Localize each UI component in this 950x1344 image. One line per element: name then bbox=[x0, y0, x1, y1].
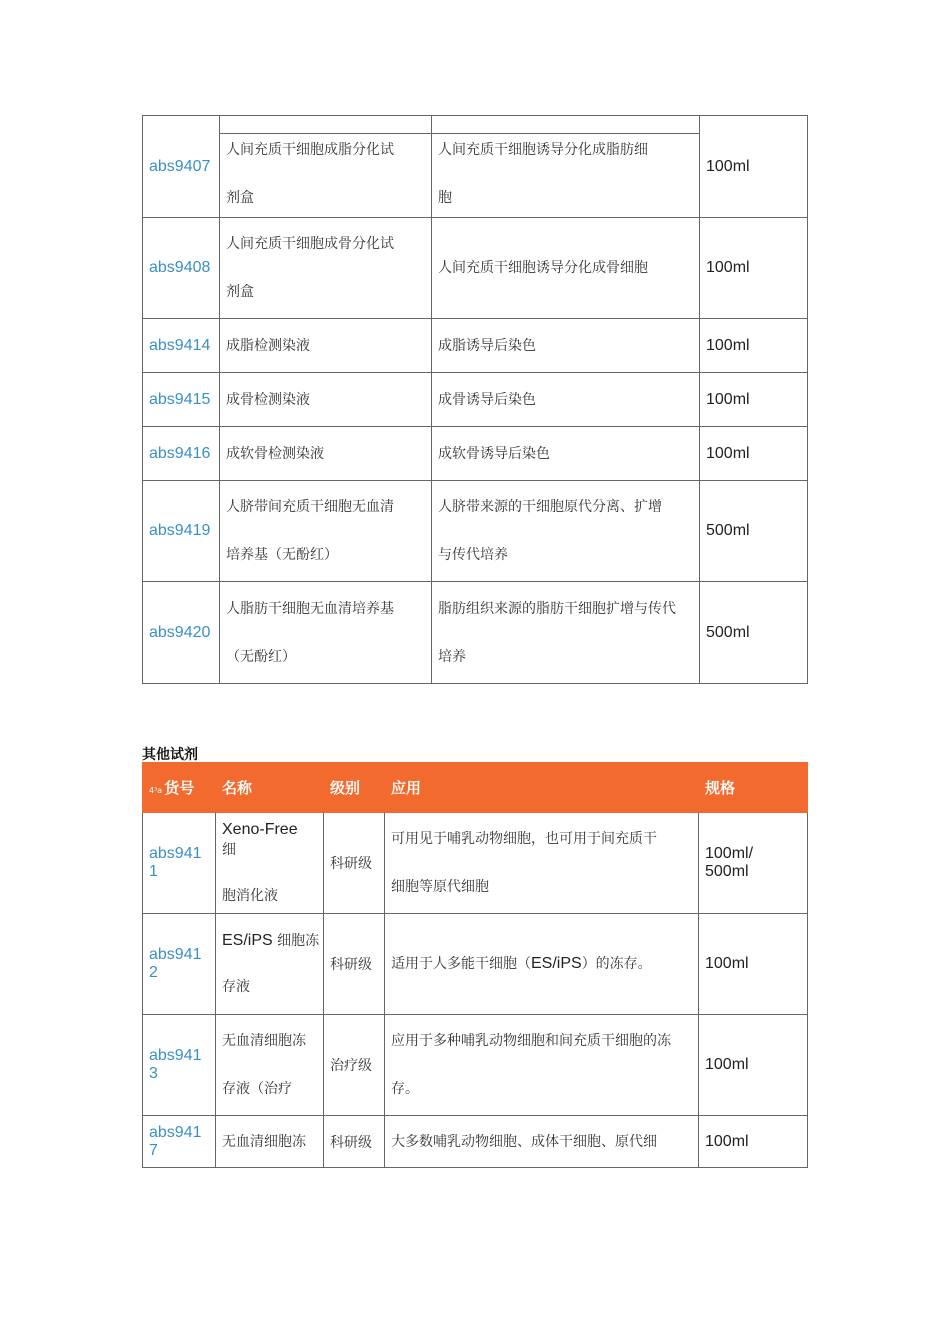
product-name: 人脐带间充质干细胞无血清 培养基（无酚红） bbox=[220, 481, 432, 582]
product-name: 无血清细胞冻 bbox=[216, 1116, 324, 1168]
product-name: 无血清细胞冻 存液（治疗 bbox=[216, 1015, 324, 1116]
product-spec: 100ml bbox=[700, 319, 808, 373]
product-name: 成骨检测染液 bbox=[220, 373, 432, 427]
product-application: 成骨诱导后染色 bbox=[432, 373, 700, 427]
product-name: 成软骨检测染液 bbox=[220, 427, 432, 481]
product-code[interactable]: abs941 2 bbox=[143, 914, 216, 1015]
product-name: 人间充质干细胞成脂分化试 剂盒 bbox=[220, 116, 432, 218]
header-spec: 规格 bbox=[699, 763, 808, 813]
product-spec: 100ml bbox=[699, 1116, 808, 1168]
table-row bbox=[143, 582, 808, 684]
product-name: 人间充质干细胞成骨分化试 剂盒 bbox=[220, 218, 432, 319]
product-grade: 科研级 bbox=[324, 914, 385, 1015]
product-spec: 500ml bbox=[700, 582, 808, 684]
product-application: 人脐带来源的干细胞原代分离、扩增 与传代培养 bbox=[432, 481, 700, 582]
product-application: 可用见于哺乳动物细胞，也可用于间充质干 细胞等原代细胞 bbox=[385, 813, 699, 914]
product-code[interactable]: abs9407 bbox=[143, 116, 220, 218]
product-grade: 科研级 bbox=[324, 1116, 385, 1168]
table-row bbox=[143, 914, 808, 1015]
table-row bbox=[143, 116, 808, 218]
product-code[interactable]: abs9414 bbox=[143, 319, 220, 373]
header-application: 应用 bbox=[385, 763, 699, 813]
product-spec: 100ml bbox=[700, 373, 808, 427]
header-grade: 级别 bbox=[324, 763, 385, 813]
table-row bbox=[143, 319, 808, 373]
product-spec: 100ml bbox=[700, 116, 808, 218]
header-name: 名称 bbox=[216, 763, 324, 813]
product-grade: 治疗级 bbox=[324, 1015, 385, 1116]
other-reagents-table bbox=[142, 762, 808, 1168]
table-row bbox=[143, 481, 808, 582]
product-name: Xeno-Free 细 胞消化液 bbox=[216, 813, 324, 914]
product-application: 应用于多种哺乳动物细胞和间充质干细胞的冻 存。 bbox=[385, 1015, 699, 1116]
product-application: 大多数哺乳动物细胞、成体干细胞、原代细 bbox=[385, 1116, 699, 1168]
product-spec: 100ml/ 500ml bbox=[699, 813, 808, 914]
product-application: 脂肪组织来源的脂肪干细胞扩增与传代 培养 bbox=[432, 582, 700, 684]
header-code: 4³a 货号 bbox=[143, 763, 216, 813]
product-code[interactable]: abs941 3 bbox=[143, 1015, 216, 1116]
product-spec: 100ml bbox=[700, 427, 808, 481]
table-row bbox=[143, 1116, 808, 1168]
product-code[interactable]: abs9415 bbox=[143, 373, 220, 427]
product-name: 成脂检测染液 bbox=[220, 319, 432, 373]
product-spec: 100ml bbox=[699, 1015, 808, 1116]
product-code[interactable]: abs9419 bbox=[143, 481, 220, 582]
stem-cell-products-table bbox=[142, 115, 808, 684]
product-application: 适用于人多能干细胞（ES/iPS）的冻存。 bbox=[385, 914, 699, 1015]
table-row bbox=[143, 813, 808, 914]
product-application: 成脂诱导后染色 bbox=[432, 319, 700, 373]
table-row bbox=[143, 218, 808, 319]
product-code[interactable]: abs941 1 bbox=[143, 813, 216, 914]
table-header-row bbox=[143, 763, 808, 813]
product-code[interactable]: abs941 7 bbox=[143, 1116, 216, 1168]
product-application: 人间充质干细胞诱导分化成脂肪细 胞 bbox=[432, 116, 700, 218]
product-code[interactable]: abs9420 bbox=[143, 582, 220, 684]
product-code[interactable]: abs9408 bbox=[143, 218, 220, 319]
product-application: 成软骨诱导后染色 bbox=[432, 427, 700, 481]
section-title: 其他试剂 bbox=[142, 747, 198, 763]
product-spec: 500ml bbox=[700, 481, 808, 582]
table-row bbox=[143, 1015, 808, 1116]
table-row bbox=[143, 427, 808, 481]
table-row bbox=[143, 373, 808, 427]
product-application: 人间充质干细胞诱导分化成骨细胞 bbox=[432, 218, 700, 319]
product-name: ES/iPS 细胞冻 存液 bbox=[216, 914, 324, 1015]
product-spec: 100ml bbox=[700, 218, 808, 319]
product-spec: 100ml bbox=[699, 914, 808, 1015]
product-name: 人脂肪干细胞无血清培养基 （无酚红） bbox=[220, 582, 432, 684]
product-grade: 科研级 bbox=[324, 813, 385, 914]
product-code[interactable]: abs9416 bbox=[143, 427, 220, 481]
